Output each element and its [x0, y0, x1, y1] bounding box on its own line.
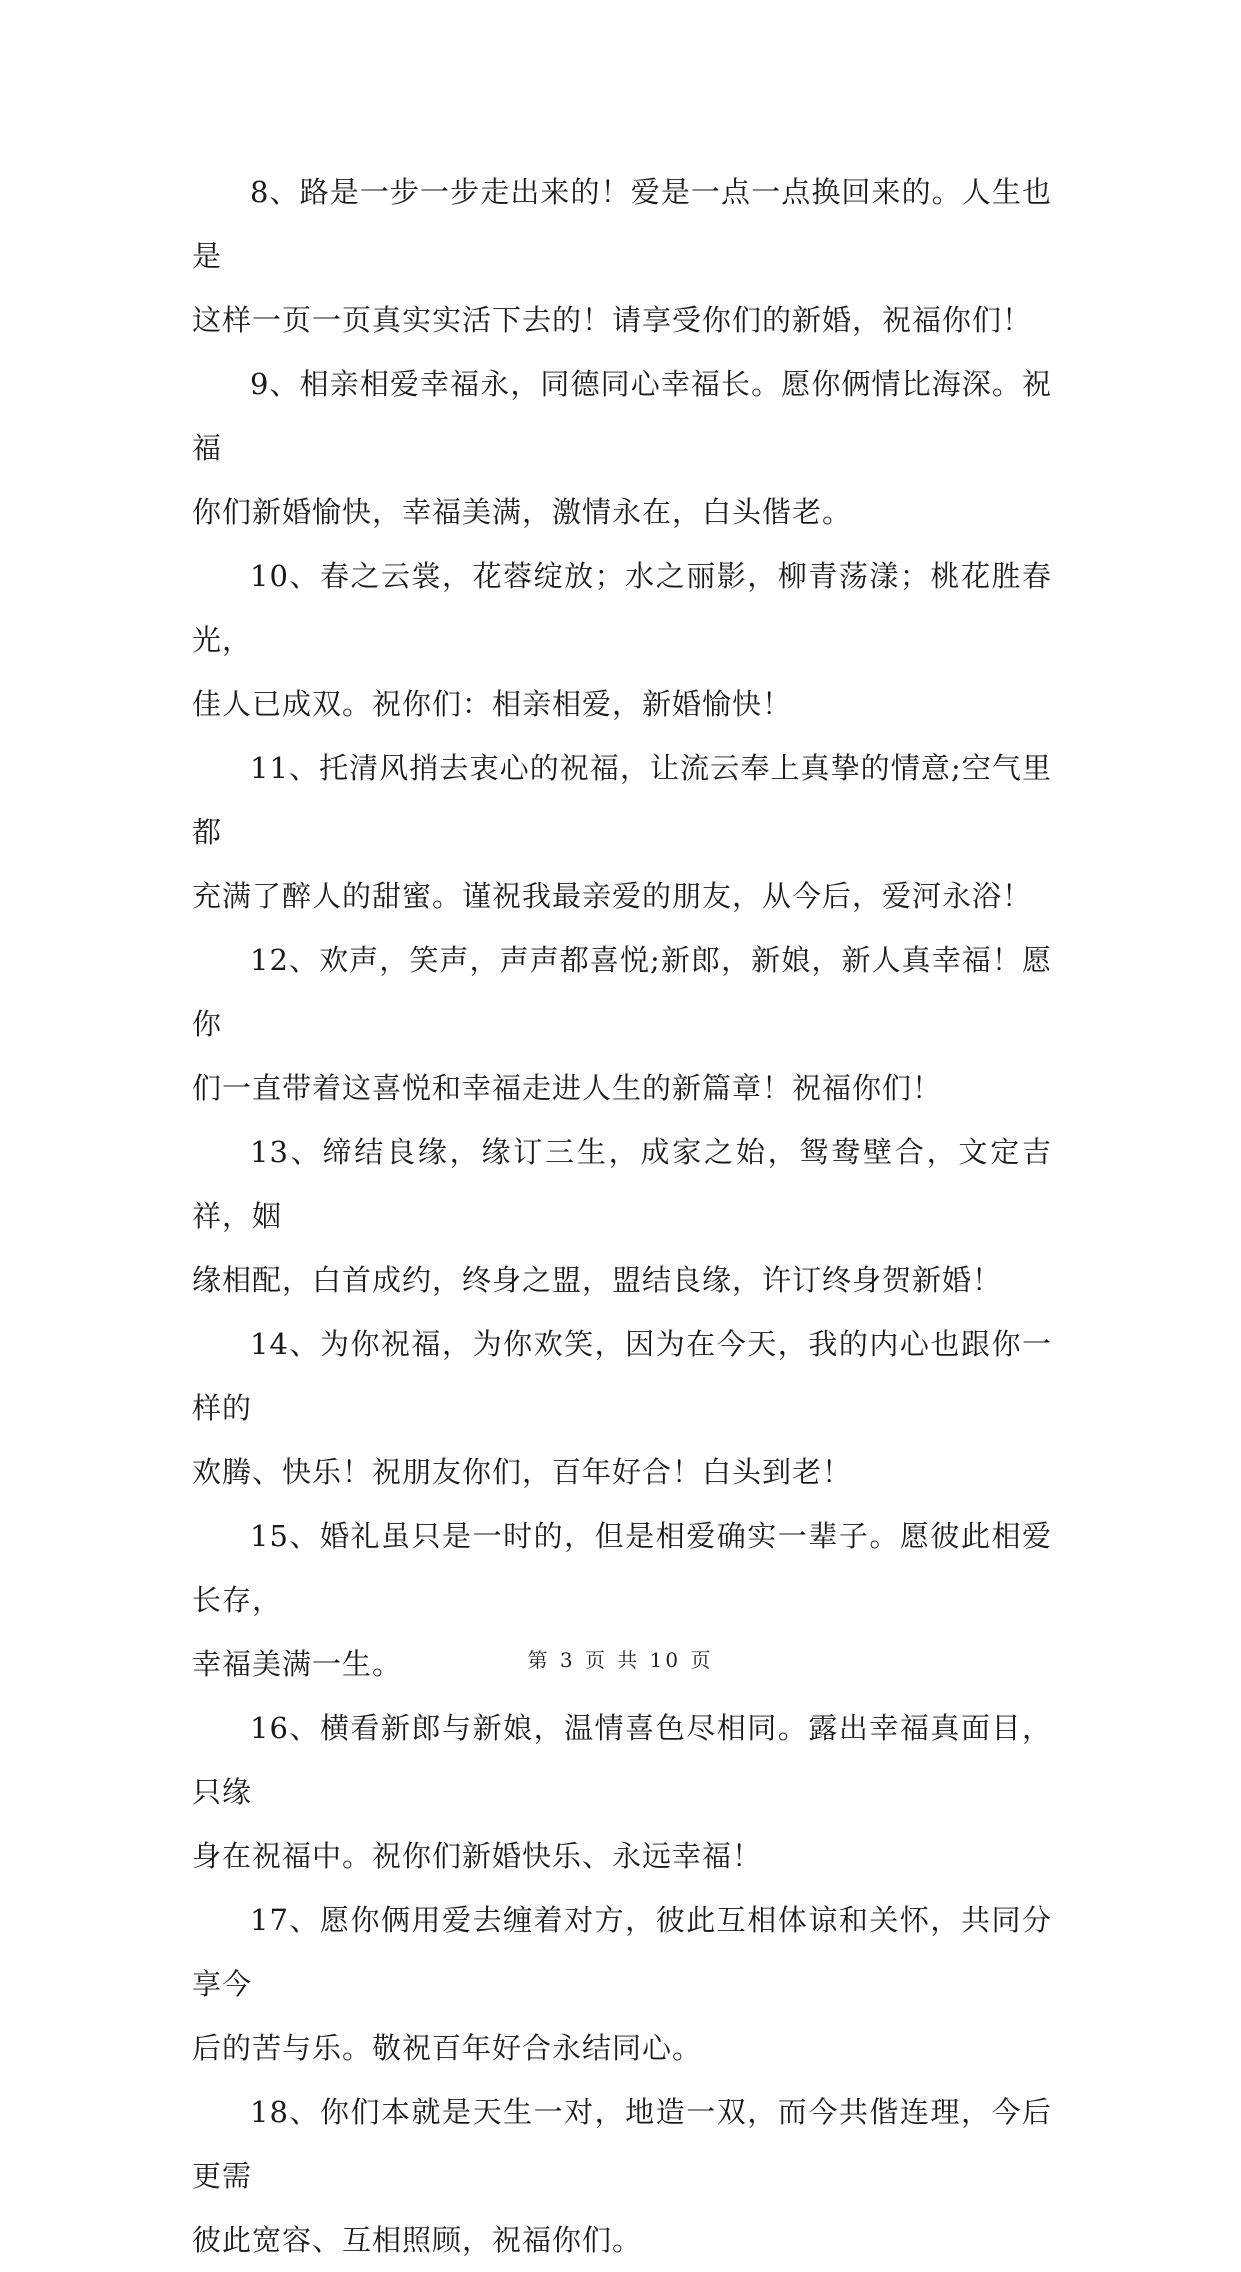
paragraph-line: 彼此宽容、互相照顾，祝福你们。 [192, 2223, 643, 2257]
paragraph-9 [192, 352, 1052, 544]
paragraph-line: 18、你们本就是天生一对，地造一双，而今共偕连理，今后更需 [192, 2095, 1052, 2193]
paragraph-17 [192, 1888, 1052, 2080]
paragraph-line: 你们新婚愉快，幸福美满，激情永在，白头偕老。 [192, 495, 853, 529]
paragraph-10 [192, 544, 1052, 736]
paragraph-13 [192, 1120, 1052, 1312]
paragraph-line: 15、婚礼虽只是一时的，但是相爱确实一辈子。愿彼此相爱长存， [192, 1519, 1052, 1617]
page-body [192, 160, 1052, 2272]
paragraph-line: 幸福美满一生。 [192, 1647, 403, 1681]
paragraph-line: 16、横看新郎与新娘，温情喜色尽相同。露出幸福真面目，只缘 [192, 1711, 1052, 1809]
paragraph-line: 后的苦与乐。敬祝百年好合永结同心。 [192, 2031, 703, 2065]
paragraph-line: 17、愿你俩用爱去缠着对方，彼此互相体谅和关怀，共同分享今 [192, 1903, 1052, 2001]
paragraph-line: 13、缔结良缘，缘订三生，成家之始，鸳鸯壁合，文定吉祥，姻 [192, 1135, 1052, 1233]
paragraph-14 [192, 1312, 1052, 1504]
paragraph-11 [192, 736, 1052, 928]
paragraph-line: 10、春之云裳，花蓉绽放；水之丽影，柳青荡漾；桃花胜春光， [192, 559, 1052, 657]
paragraph-8 [192, 160, 1052, 352]
paragraph-line: 12、欢声，笑声，声声都喜悦;新郎，新娘，新人真幸福！愿你 [192, 943, 1052, 1041]
paragraph-line: 们一直带着这喜悦和幸福走进人生的新篇章！祝福你们！ [192, 1071, 943, 1105]
paragraph-line: 充满了醉人的甜蜜。谨祝我最亲爱的朋友，从今后，爱河永浴！ [192, 879, 1033, 913]
paragraph-line: 欢腾、快乐！祝朋友你们，百年好合！白头到老！ [192, 1455, 853, 1489]
paragraph-18 [192, 2080, 1052, 2272]
paragraph-line: 9、相亲相爱幸福永，同德同心幸福长。愿你俩情比海深。祝福 [192, 367, 1052, 465]
paragraph-12 [192, 928, 1052, 1120]
paragraph-line: 14、为你祝福，为你欢笑，因为在今天，我的内心也跟你一样的 [192, 1327, 1052, 1425]
paragraph-line: 11、托清风捎去衷心的祝福，让流云奉上真挚的情意;空气里都 [192, 751, 1052, 849]
paragraph-line: 8、路是一步一步走出来的！爱是一点一点换回来的。人生也是 [192, 175, 1052, 273]
page-number-footer: 第 3 页 共 10 页 [527, 1648, 714, 1672]
paragraph-16 [192, 1696, 1052, 1888]
paragraph-line: 佳人已成双。祝你们：相亲相爱，新婚愉快！ [192, 687, 793, 721]
paragraph-line: 身在祝福中。祝你们新婚快乐、永远幸福！ [192, 1839, 763, 1873]
paragraph-line: 这样一页一页真实实活下去的！请享受你们的新婚，祝福你们！ [192, 303, 1033, 337]
paragraph-line: 缘相配，白首成约，终身之盟，盟结良缘，许订终身贺新婚！ [192, 1263, 1003, 1297]
